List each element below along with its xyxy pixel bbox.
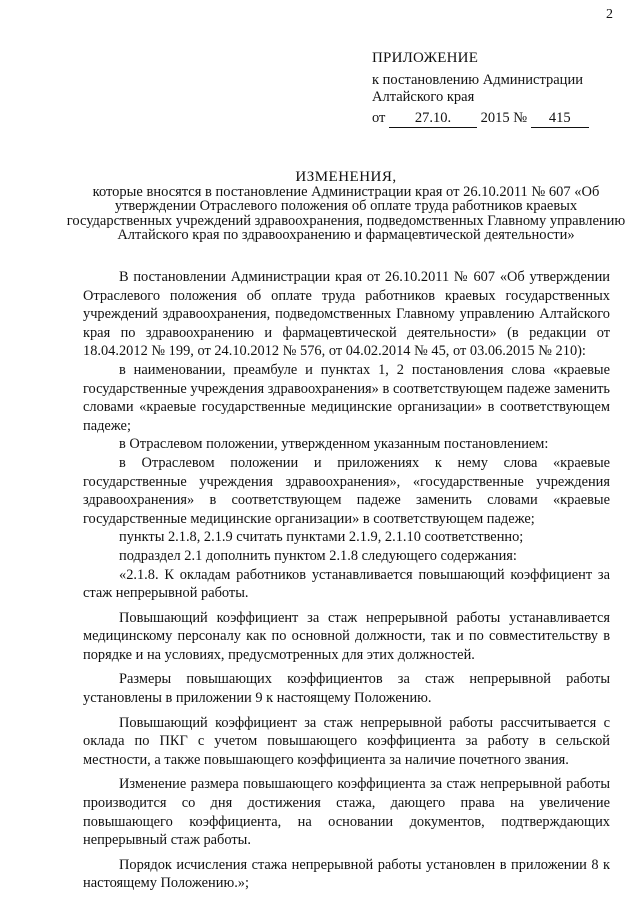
paragraph: пункты 2.1.8, 2.1.9 считать пунктами 2.1.9, 2.1.10 соответственно; xyxy=(119,529,524,546)
document-body xyxy=(83,268,610,893)
paragraph: Изменение размера повышающего коэффициента за стаж непрерывной работы производится со дня достижения стажа, дающего права на увеличение повышающего коэффициента, на основании документов, подтверждающих непрерывный стаж работы. xyxy=(83,776,610,849)
paragraph: в Отраслевом положении, утвержденном указанным постановлением: xyxy=(119,436,549,453)
document-title: ИЗМЕНЕНИЯ, xyxy=(295,169,397,185)
from-label: от xyxy=(372,110,386,126)
appendix-date-line xyxy=(372,110,622,128)
appendix-date: 27.10. xyxy=(389,110,477,128)
paragraph: в Отраслевом положении и приложениях к нему слова «краевые государственные учреждения здравоохранения», «государственные учреждения здравоохранения» в соответствующем падеже заменить словами «краевые государственные медицинские организации» в соответствующем падеже; xyxy=(83,454,610,527)
document-subtitle: которые вносятся в постановление Администрации края от 26.10.2011 № 607 «Об утверждении Отраслевого положения об оплате труда работников краевых государственных учреждений здравоохранения, подведомственных Главному управлению Алтайского края по здравоохранению и фармацевтической деятельности» xyxy=(66,183,626,243)
appendix-block xyxy=(372,50,622,128)
appendix-number: 415 xyxy=(531,110,589,128)
document-title-block xyxy=(66,170,626,243)
appendix-line-2: Алтайского края xyxy=(372,89,475,105)
number-sign: № xyxy=(513,110,528,126)
appendix-line-1: к постановлению Администрации xyxy=(372,72,583,88)
paragraph: «2.1.8. К окладам работников устанавливается повышающий коэффициент за стаж непрерывной работы. xyxy=(83,566,610,602)
appendix-heading: ПРИЛОЖЕНИЕ xyxy=(372,50,479,66)
paragraph: подраздел 2.1 дополнить пунктом 2.1.8 следующего содержания: xyxy=(119,547,517,564)
paragraph: Повышающий коэффициент за стаж непрерывной работы рассчитывается с оклада по ПКГ с учетом повышающего коэффициента за работу в сельской местности, а также повышающего коэффициента за наличие почетного звания. xyxy=(83,714,610,768)
page-number: 2 xyxy=(606,7,613,22)
paragraph: Повышающий коэффициент за стаж непрерывной работы устанавливается медицинскому персоналу как по основной должности, так и по совместительству в порядке и на условиях, предусмотренных для этих должностей. xyxy=(83,609,610,663)
paragraph: Порядок исчисления стажа непрерывной работы установлен в приложении 8 к настоящему Положению.»; xyxy=(83,856,610,892)
paragraph: в наименовании, преамбуле и пунктах 1, 2 постановления слова «краевые государственные учреждения здравоохранения» в соответствующем падеже заменить словами «краевые государственные медицинские организации» в соответствующем падеже; xyxy=(83,361,610,434)
paragraph: В постановлении Администрации края от 26.10.2011 № 607 «Об утверждении Отраслевого положения об оплате труда работников краевых государственных учреждений здравоохранения, подведомственных Главному управлению Алтайского края по здравоохранению и фармацевтической деятельности» (в редакции от 18.04.2012 № 199, от 24.10.2012 № 576, от 04.02.2014 № 45, от 03.06.2015 № 210): xyxy=(83,269,610,360)
paragraph: Размеры повышающих коэффициентов за стаж непрерывной работы установлены в приложении 9 к настоящему Положению. xyxy=(83,671,610,707)
appendix-year: 2015 xyxy=(480,110,510,126)
